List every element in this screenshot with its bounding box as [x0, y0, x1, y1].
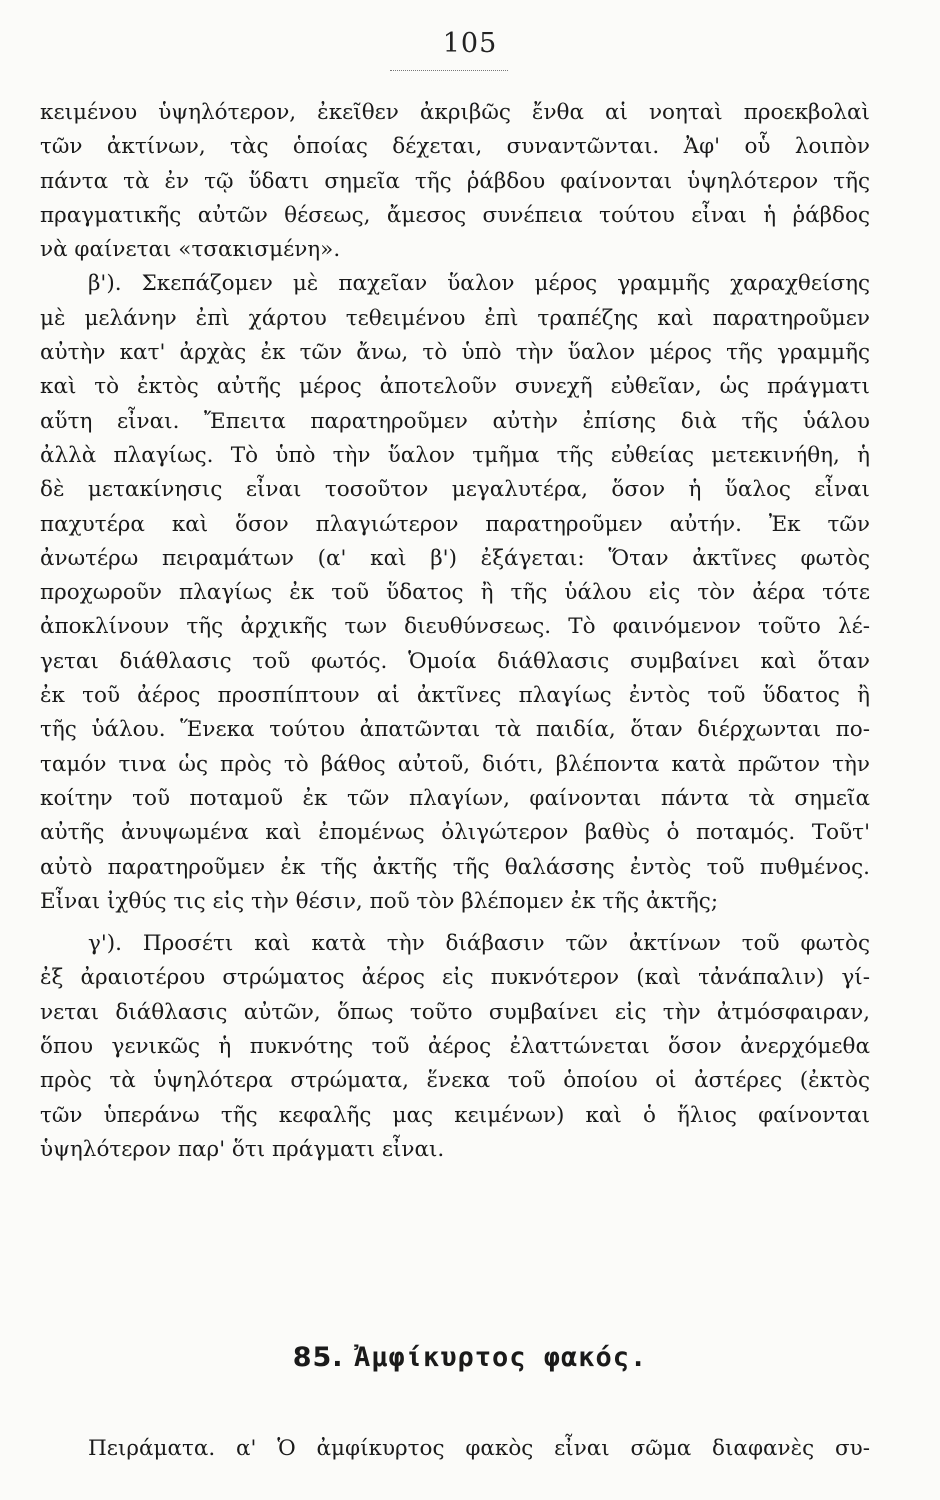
paragraph-experiments-start: Πειράματα. α' Ὁ ἀμφίκυρτος φακὸς εἶναι σῶμα διαφανὲς συ-	[88, 1436, 870, 1461]
text-line: νεται διάθλασις αὐτῶν, ὅπως τοῦτο συμβαίνει εἰς τὴν ἀτμόσφαιραν,	[40, 999, 870, 1025]
text-line: μὲ μελάνην ἐπὶ χάρτου τεθειμένου ἐπὶ τραπέζης καὶ παρατηροῦμεν	[40, 305, 870, 331]
body-text	[40, 96, 870, 1167]
text-line: αὐτὸ παρατηροῦμεν ἐκ τῆς ἀκτῆς τῆς θαλάσσης ἐντὸς τοῦ πυθμένος.	[40, 854, 870, 880]
text-line: ταμόν τινα ὡς πρὸς τὸ βάθος αὐτοῦ, διότι, βλέποντα κατὰ πρῶτον τὴν	[40, 751, 870, 777]
text-line: Εἶναι ἰχθύς τις εἰς τὴν θέσιν, ποῦ τὸν βλέπομεν ἐκ τῆς ἀκτῆς;	[40, 888, 719, 914]
text-line: πρὸς τὰ ὑψηλότερα στρώματα, ἕνεκα τοῦ ὁποίου οἱ ἀστέρες (ἐκτὸς	[40, 1068, 870, 1094]
section-number: 85.	[292, 1342, 344, 1373]
text-line: ἀνωτέρω πειραμάτων (α' καὶ β') ἐξάγεται: Ὅταν ἀκτῖνες φωτὸς	[40, 545, 870, 571]
paragraph-c-start: γ'). Προσέτι καὶ κατὰ τὴν διάβασιν τῶν ἀκτίνων τοῦ φωτὸς	[88, 931, 870, 957]
text-line: αὐτῆς ἀνυψωμένα καὶ ἐπομένως ὀλιγώτερον βαθὺς ὁ ποταμός. Τοῦτ'	[40, 820, 870, 846]
text-line: τῶν ἀκτίνων, τὰς ὁποίας δέχεται, συναντῶνται. Ἀφ' οὗ λοιπὸν	[40, 134, 870, 160]
text-line: ἀποκλίνουν τῆς ἀρχικῆς των διευθύνσεως. Τὸ φαινόμενον τοῦτο λέ-	[40, 614, 870, 640]
text-line: ὅπου γενικῶς ἡ πυκνότης τοῦ ἀέρος ἐλαττώνεται ὅσον ἀνερχόμεθα	[40, 1034, 870, 1060]
text-line: αὕτη εἶναι. Ἔπειτα παρατηροῦμεν αὐτὴν ἐπίσης διὰ τῆς ὑάλου	[40, 408, 870, 434]
text-line: ἐξ ἀραιοτέρου στρώματος ἀέρος εἰς πυκνότερον (καὶ τἀνάπαλιν) γί-	[40, 965, 870, 991]
text-line: δὲ μετακίνησις εἶναι τοσοῦτον μεγαλυτέρα, ὅσον ἡ ὕαλος εἶναι	[40, 477, 870, 503]
text-line: αὐτὴν κατ' ἀρχὰς ἐκ τῶν ἄνω, τὸ ὑπὸ τὴν ὕαλον μέρος τῆς γραμμῆς	[40, 340, 870, 366]
text-line: παχυτέρα καὶ ὅσον πλαγιώτερον παρατηροῦμεν αὐτήν. Ἐκ τῶν	[40, 511, 870, 537]
text-line: νὰ φαίνεται «τσακισμένη».	[40, 237, 341, 263]
text-line: κειμένου ὑψηλότερον, ἐκεῖθεν ἀκριβῶς ἔνθα αἱ νοηταὶ προεκβολαὶ	[40, 100, 870, 125]
text-line: προχωροῦν πλαγίως ἐκ τοῦ ὕδατος ἢ τῆς ὑάλου εἰς τὸν ἀέρα τότε	[40, 580, 870, 606]
text-line: γεται διάθλασις τοῦ φωτός. Ὁμοία διάθλασις συμβαίνει καὶ ὅταν	[40, 648, 870, 674]
text-line: τῆς ὑάλου. Ἕνεκα τούτου ἀπατῶνται τὰ παιδία, ὅταν διέρχωνται πο-	[40, 717, 870, 743]
paragraph-b-start: β'). Σκεπάζομεν μὲ παχεῖαν ὕαλον μέρος γραμμῆς χαραχθείσης	[88, 271, 870, 297]
text-line: τῶν ὑπεράνω τῆς κεφαλῆς μας κειμένων) καὶ ὁ ἥλιος φαίνονται	[40, 1102, 870, 1128]
text-line: ἐκ τοῦ ἀέρος προσπίπτουν αἱ ἀκτῖνες πλαγίως ἐντὸς τοῦ ὕδατος ἢ	[40, 683, 870, 709]
text-line: καὶ τὸ ἐκτὸς αὐτῆς μέρος ἀποτελοῦν συνεχῆ εὐθεῖαν, ὡς πράγματι	[40, 374, 870, 400]
text-line: κοίτην τοῦ ποταμοῦ ἐκ τῶν πλαγίων, φαίνονται πάντα τὰ σημεῖα	[40, 785, 870, 811]
text-line: πάντα τὰ ἐν τῷ ὕδατι σημεῖα τῆς ῥάβδου φαίνονται ὑψηλότερον τῆς	[40, 168, 870, 194]
text-line: ὑψηλότερον παρ' ὅτι πράγματι εἶναι.	[40, 1136, 445, 1162]
page-number-rule	[390, 70, 508, 71]
section-heading	[0, 1342, 940, 1373]
text-line: πραγματικῆς αὐτῶν θέσεως, ἄμεσος συνέπεια τούτου εἶναι ἡ ῥάβδος	[40, 202, 870, 228]
page-number: 105	[442, 28, 498, 59]
text-line: ἀλλὰ πλαγίως. Τὸ ὑπὸ τὴν ὕαλον τμῆμα τῆς εὐθείας μετεκινήθη, ἡ	[40, 442, 870, 468]
section-title: Ἀμφίκυρτος φακός.	[353, 1342, 648, 1373]
